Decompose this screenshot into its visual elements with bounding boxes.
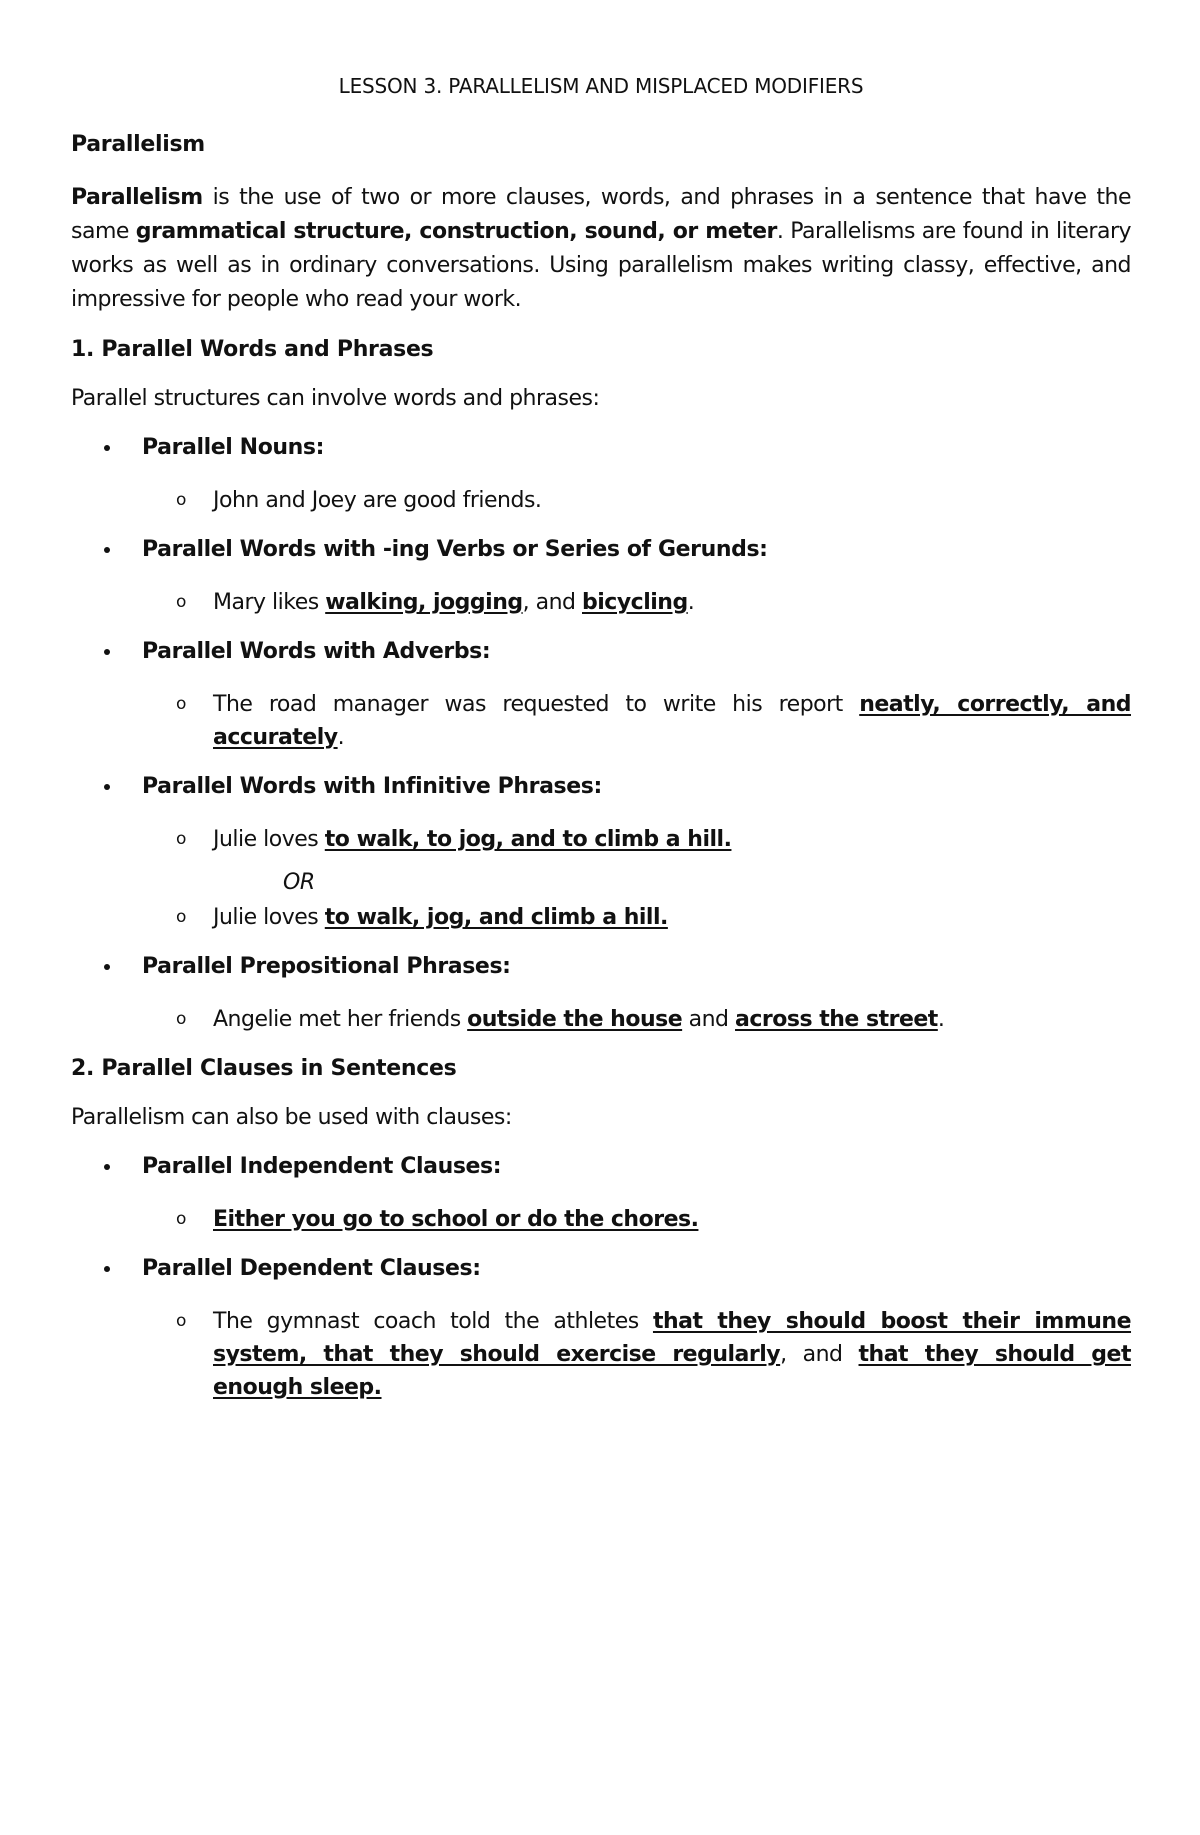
bullet-icon	[104, 1266, 110, 1272]
sub-bullet-icon: o	[176, 1311, 186, 1331]
bullet-icon	[104, 784, 110, 790]
bullet-label: Parallel Dependent Clauses:	[142, 1256, 481, 1281]
bullet-icon	[104, 964, 110, 970]
bullet-label: Parallel Independent Clauses:	[142, 1154, 502, 1179]
example-text: .	[337, 725, 345, 750]
underlined-phrase: to walk, jog, and climb a hill.	[324, 905, 668, 930]
part1-heading: 1. Parallel Words and Phrases	[71, 337, 434, 362]
example-text: , and	[780, 1342, 859, 1367]
sub-bullet-icon: o	[176, 592, 186, 612]
underlined-phrase: to walk, to jog, and to climb a hill.	[324, 827, 732, 852]
example-infinitives-2	[71, 901, 1131, 934]
intro-term: Parallelism	[71, 185, 203, 210]
underlined-phrase: that they should boost their immune system, that they should exercise regularly	[213, 1309, 1132, 1367]
sub-bullet-icon: o	[176, 490, 186, 510]
example-text: , and	[522, 590, 582, 615]
section-heading: Parallelism	[71, 132, 205, 157]
sub-bullet-icon: o	[176, 1209, 186, 1229]
bullet-label: Parallel Prepositional Phrases:	[142, 954, 511, 979]
intro-text-1: is the use of two or more clauses, words, and phrases in a sentence that have the same	[71, 185, 1131, 244]
bullet-dependent	[71, 1256, 1131, 1281]
lesson-title: LESSON 3. PARALLELISM AND MISPLACED MODIFIERS	[338, 74, 864, 98]
intro-paragraph	[71, 181, 1131, 317]
bullet-prepositional	[71, 954, 1131, 979]
sub-bullet-icon: o	[176, 907, 186, 927]
bullet-gerunds	[71, 537, 1131, 562]
sub-bullet-icon: o	[176, 1009, 186, 1029]
example-text: The road manager was requested to write his report	[213, 692, 860, 717]
bullet-icon	[104, 547, 110, 553]
part2-lead: Parallelism can also be used with clauses:	[71, 1105, 512, 1130]
example-nouns	[71, 484, 1131, 517]
example-text: .	[937, 1007, 945, 1032]
bullet-icon	[104, 1164, 110, 1170]
part2-heading: 2. Parallel Clauses in Sentences	[71, 1056, 457, 1081]
example-text: The gymnast coach told the athletes	[213, 1309, 653, 1334]
example-prepositional	[71, 1003, 1131, 1036]
underlined-phrase: neatly, correctly, and accurately	[213, 692, 1131, 750]
example-text: .	[687, 590, 695, 615]
underlined-phrase: across the street	[735, 1007, 938, 1032]
example-infinitives-1	[71, 823, 1131, 856]
or-text: OR	[283, 870, 315, 895]
underlined-phrase: outside the house	[467, 1007, 683, 1032]
example-text: Julie loves	[213, 905, 325, 930]
example-dependent	[71, 1305, 1131, 1404]
bullet-icon	[104, 445, 110, 451]
sub-bullet-icon: o	[176, 829, 186, 849]
intro-text-2: . Parallelisms are found in literary works as well as in ordinary conversations. Using parallelism makes writing classy, effective, and impressive for people who read your work.	[71, 219, 1132, 312]
underlined-phrase: walking, jogging	[325, 590, 523, 615]
sub-bullet-icon: o	[176, 694, 186, 714]
bullet-label: Parallel Words with Infinitive Phrases:	[142, 774, 602, 799]
example-text: Angelie met her friends	[213, 1007, 468, 1032]
underlined-phrase: bicycling	[582, 590, 688, 615]
underlined-phrase: Either you go to school or do the chores.	[213, 1207, 699, 1232]
example-text: and	[682, 1007, 736, 1032]
part1-lead: Parallel structures can involve words and phrases:	[71, 386, 600, 411]
example-independent	[71, 1203, 1131, 1236]
bullet-adverbs	[71, 639, 1131, 664]
bullet-label: Parallel Nouns:	[142, 435, 325, 460]
bullet-nouns	[71, 435, 1131, 460]
example-text: Mary likes	[213, 590, 326, 615]
underlined-phrase: that they should get enough sleep.	[213, 1342, 1131, 1400]
bullet-icon	[104, 649, 110, 655]
bullet-independent	[71, 1154, 1131, 1179]
example-text: Julie loves	[213, 827, 325, 852]
intro-bold: grammatical structure, construction, sound, or meter	[135, 219, 777, 244]
example-adverbs	[71, 688, 1131, 754]
bullet-label: Parallel Words with -ing Verbs or Series of Gerunds:	[142, 537, 768, 562]
example-text: John and Joey are good friends.	[213, 488, 542, 513]
example-gerunds	[71, 586, 1131, 619]
bullet-label: Parallel Words with Adverbs:	[142, 639, 491, 664]
bullet-infinitives	[71, 774, 1131, 799]
